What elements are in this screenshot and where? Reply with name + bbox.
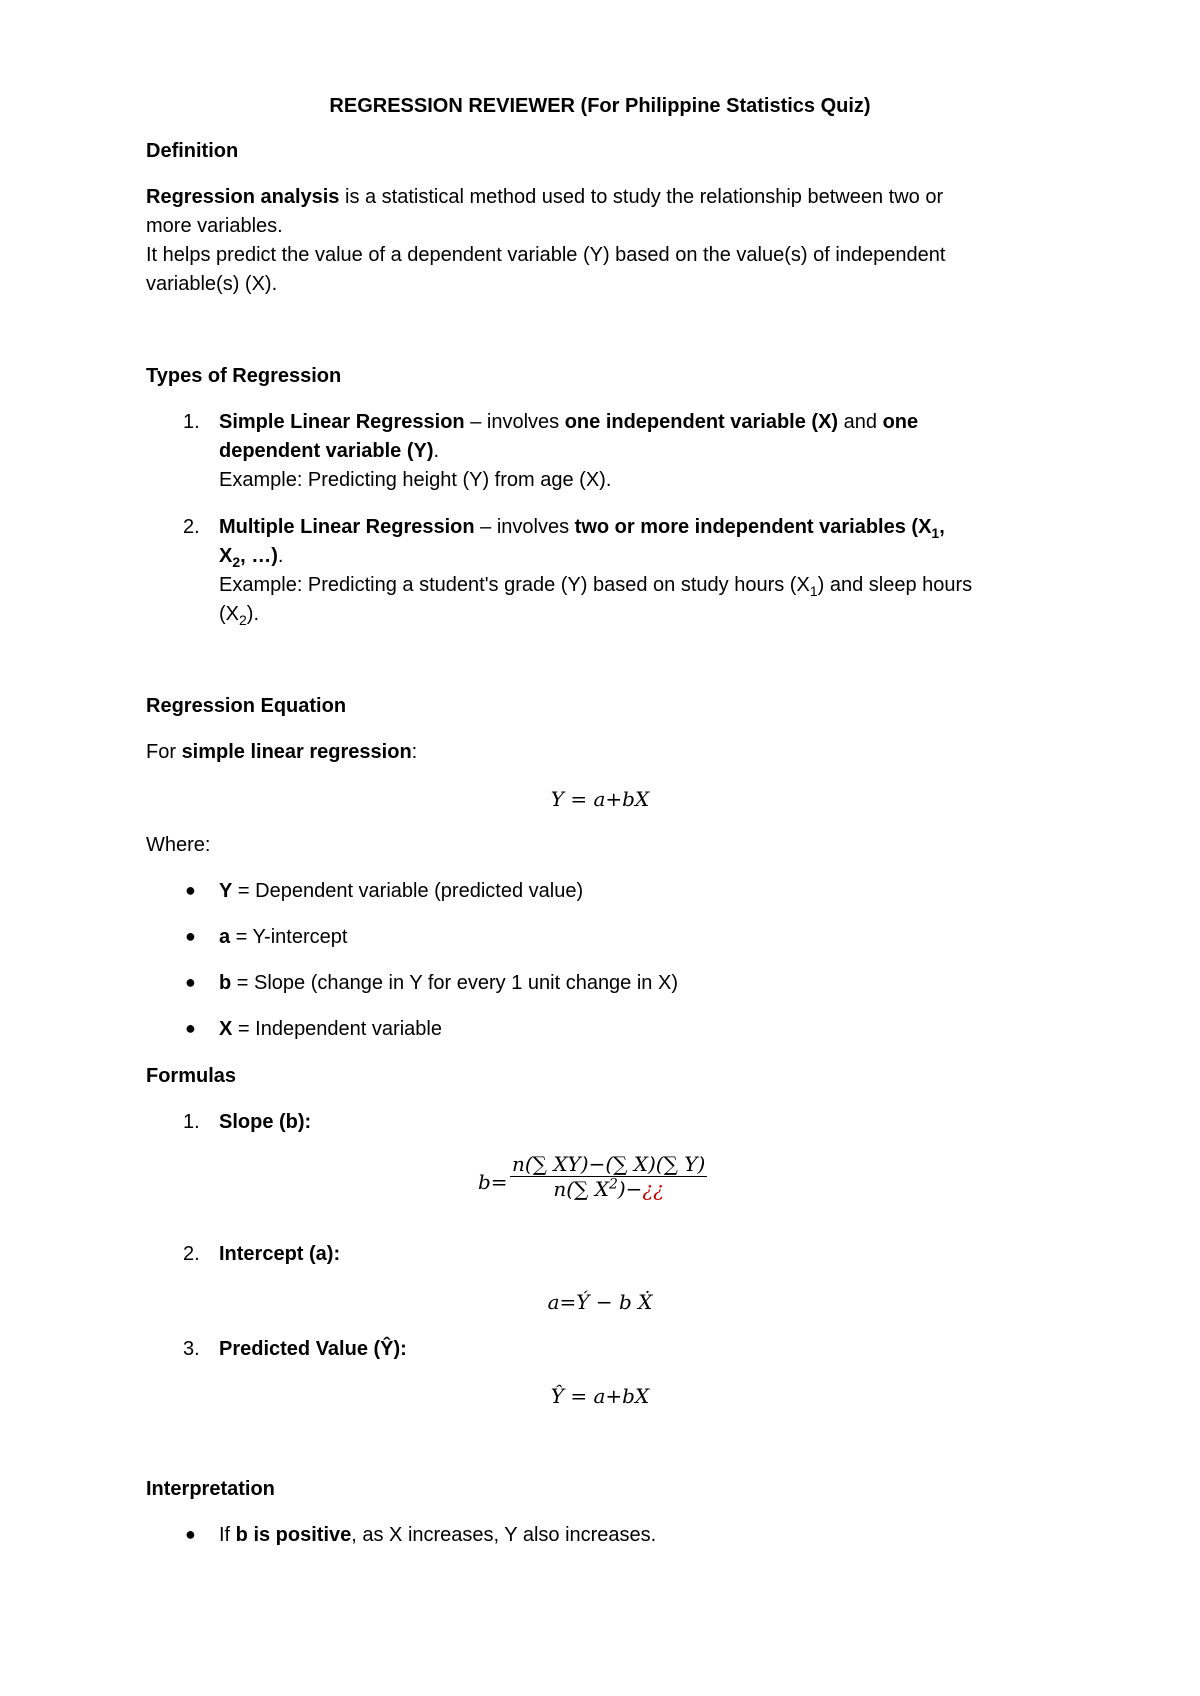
definition-line-2: more variables.: [146, 215, 283, 237]
formulas-heading: Formulas: [146, 1065, 237, 1087]
type-item-2-example-a: Example: Predicting a student's grade (Y) based on study hours (X: [219, 574, 810, 596]
type-item-2-example-line-2: [219, 602, 259, 626]
type-item-2-x2: X: [219, 545, 233, 567]
type-item-2-sub-2: 2: [232, 554, 241, 570]
where-item-y-sym: Y: [219, 880, 233, 902]
where-item-b-sym: b: [219, 972, 232, 994]
interpretation-item-1-bold: b is positive: [235, 1524, 352, 1546]
slope-den-a: n(∑ X: [553, 1177, 609, 1201]
where-item-y-text: = Dependent variable (predicted value): [232, 880, 584, 902]
where-item-a-sym: a: [219, 926, 231, 948]
definition-line-1: [146, 185, 943, 209]
type-item-1-end: .: [433, 440, 440, 462]
type-item-2-bold-end: , …): [240, 545, 278, 567]
interpretation-item-1: [219, 1523, 656, 1547]
where-item-x: [219, 1017, 442, 1041]
type-item-1-name: Simple Linear Regression: [219, 411, 465, 433]
formula-item-2-label: Intercept (a):: [219, 1243, 341, 1265]
type-item-1-line-1: [219, 410, 918, 434]
equation-for-bold: simple linear regression: [181, 741, 412, 763]
type-item-2-example-sub-2: 2: [239, 612, 247, 628]
where-item-b-text: = Slope (change in Y for every 1 unit change in X): [231, 972, 678, 994]
interpretation-heading: Interpretation: [146, 1478, 275, 1500]
equation-for-suffix: :: [411, 741, 418, 763]
type-item-2-example-sub-1: 1: [809, 583, 818, 599]
where-item-a: [219, 925, 347, 949]
type-item-1-example: Example: Predicting height (Y) from age (X).: [219, 469, 612, 491]
slope-fraction: [510, 1152, 707, 1201]
where-label: Where:: [146, 834, 211, 856]
where-item-a-text: = Y-intercept: [230, 926, 348, 948]
type-item-1-line-2: [219, 439, 439, 463]
intercept-formula: a=Ý − b Ẋ: [547, 1290, 653, 1314]
interpretation-item-1-post: , as X increases, Y also increases.: [351, 1524, 657, 1546]
type-item-2-example-b: ) and sleep hours: [817, 574, 973, 596]
type-item-2-example-c: (X: [219, 603, 239, 625]
type-item-2-example-line-1: [219, 573, 972, 597]
formula-item-3-label: Predicted Value (Ŷ):: [219, 1338, 407, 1360]
type-item-1-number: 1.: [183, 411, 200, 433]
document-title: REGRESSION REVIEWER (For Philippine Statistics Quiz): [329, 95, 871, 117]
interpretation-item-1-pre: If: [219, 1524, 236, 1546]
type-item-1-bold-1: one independent variable (X): [564, 411, 839, 433]
type-item-2-dash: – involves: [474, 516, 575, 538]
type-item-1-bold-2b: dependent variable (Y): [219, 440, 434, 462]
where-item-x-sym: X: [219, 1018, 233, 1040]
equation-heading: Regression Equation: [146, 695, 347, 717]
slope-den-error: ¿¿: [642, 1177, 664, 1201]
slope-denominator: [510, 1177, 707, 1201]
formula-item-2-number: 2.: [183, 1243, 200, 1265]
definition-heading: Definition: [146, 140, 239, 162]
formula-item-1-label: Slope (b):: [219, 1111, 312, 1133]
bullet-dot: ●: [185, 1018, 196, 1038]
formula-item-1-number: 1.: [183, 1111, 200, 1133]
type-item-2-example-d: ).: [246, 603, 260, 625]
equation-for-line: [146, 740, 417, 764]
slope-lhs: b=: [478, 1170, 508, 1194]
type-item-1-and: and: [838, 411, 883, 433]
type-item-2-comma: ,: [939, 516, 945, 538]
definition-line1-text: is a statistical method used to study the relationship between two or: [339, 186, 944, 208]
where-item-b: [219, 971, 678, 995]
type-item-2-number: 2.: [183, 516, 200, 538]
formula-item-3-number: 3.: [183, 1338, 200, 1360]
definition-line-4: variable(s) (X).: [146, 273, 278, 295]
types-heading: Types of Regression: [146, 365, 342, 387]
predicted-formula: Ŷ = a+bX: [550, 1384, 650, 1408]
type-item-2-line-1: [219, 515, 945, 539]
type-item-2-line-2: [219, 544, 283, 568]
slope-den-b: )−: [617, 1177, 643, 1201]
bullet-dot: ●: [185, 1524, 196, 1544]
bullet-dot: ●: [185, 926, 196, 946]
regression-formula: Y = a+bX: [550, 787, 650, 811]
slope-numerator: n(∑ XY)−(∑ X)(∑ Y): [512, 1152, 706, 1176]
slope-den-sup: 2: [608, 1176, 618, 1193]
type-item-2-sub-1: 1: [931, 525, 940, 541]
where-item-y: [219, 879, 583, 903]
equation-for-prefix: For: [146, 741, 182, 763]
definition-line-3: It helps predict the value of a dependent variable (Y) based on the value(s) of independent: [146, 244, 946, 266]
bullet-dot: ●: [185, 880, 196, 900]
type-item-1-dash: – involves: [464, 411, 565, 433]
definition-term: Regression analysis: [146, 186, 340, 208]
where-item-x-text: = Independent variable: [232, 1018, 442, 1040]
type-item-1-bold-2a: one: [882, 411, 919, 433]
type-item-2-end: .: [277, 545, 284, 567]
bullet-dot: ●: [185, 972, 196, 992]
type-item-2-name: Multiple Linear Regression: [219, 516, 475, 538]
type-item-2-bold-1: two or more independent variables (X: [574, 516, 932, 538]
